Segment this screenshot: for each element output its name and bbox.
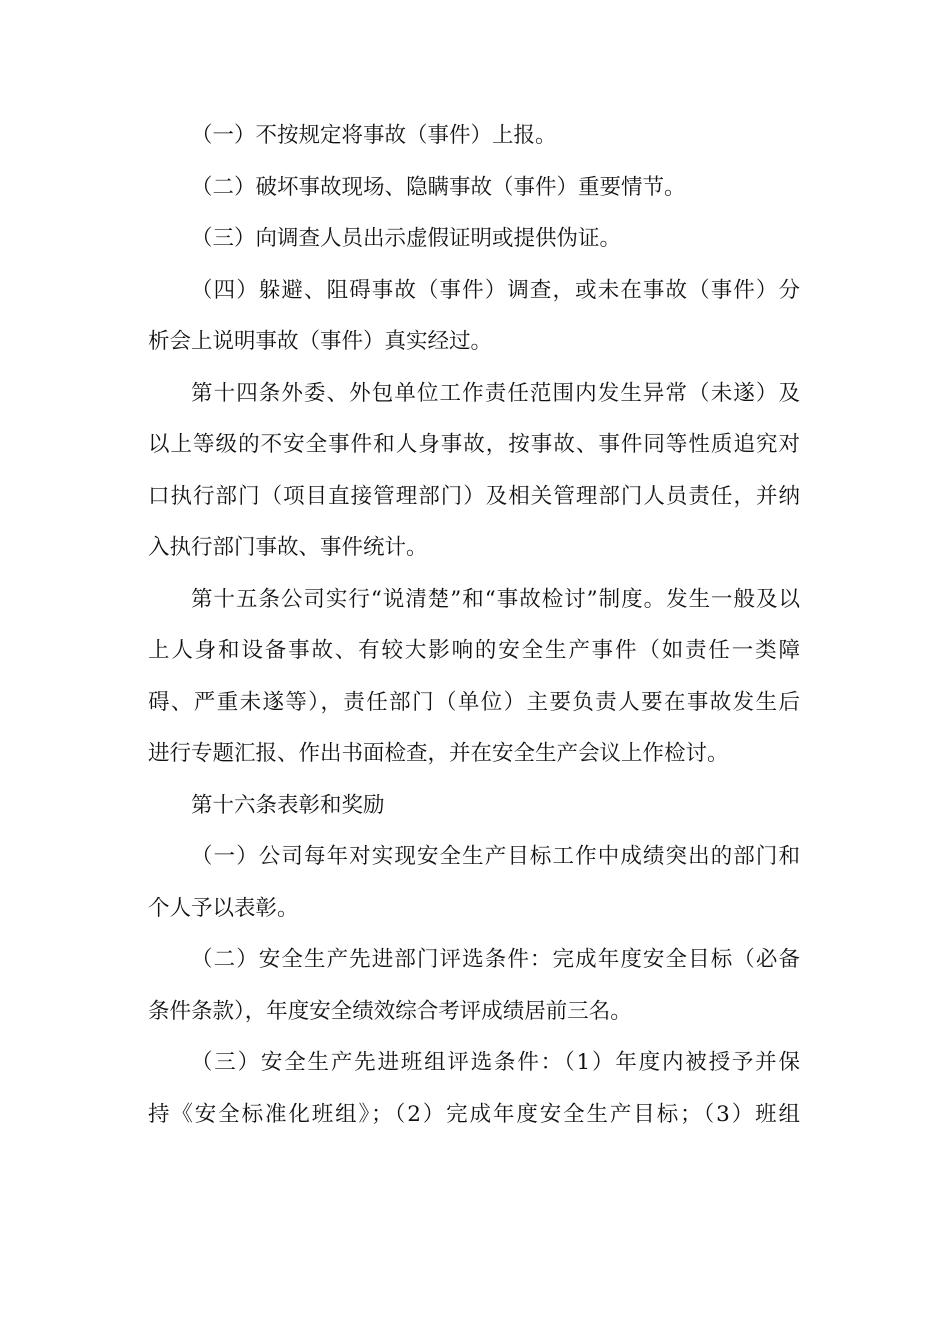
text-line: （三）安全生产先进班组评选条件：（1）年度内被授予并保 — [191, 1050, 800, 1075]
paragraph-article-14 — [148, 368, 800, 574]
text-line: （三）向调查人员出示虚假证明或提供伪证。 — [191, 226, 622, 251]
text-line: 以上等级的不安全事件和人身事故，按事故、事件同等性质追究对 — [148, 432, 800, 457]
text-line: 上人身和设备事故、有较大影响的安全生产事件（如责任一类障 — [148, 638, 800, 663]
text-line: （四）躲避、阻碍事故（事件）调查，或未在事故（事件）分 — [191, 277, 800, 303]
paragraph-article-16-item-3 — [148, 1037, 800, 1140]
text-line: 碍、严重未遂等），责任部门（单位）主要负责人要在事故发生后 — [148, 689, 800, 715]
text-line: 第十四条外委、外包单位工作责任范围内发生异常（未遂）及 — [191, 380, 800, 406]
paragraph-item-2 — [148, 162, 800, 214]
document-body — [148, 110, 800, 1140]
text-line: 条件条款），年度安全绩效综合考评成绩居前三名。 — [148, 998, 632, 1024]
paragraph-item-1 — [148, 110, 800, 162]
text-line: 个人予以表彰。 — [148, 895, 299, 921]
text-line: （一）不按规定将事故（事件）上报。 — [191, 123, 557, 148]
text-line: 进行专题汇报、作出书面检查，并在安全生产会议上作检讨。 — [148, 741, 729, 766]
paragraph-item-3 — [148, 213, 800, 265]
paragraph-article-16-heading — [148, 780, 800, 832]
text-line: （二）破坏事故现场、隐瞒事故（事件）重要情节。 — [191, 174, 686, 200]
paragraph-article-16-item-1 — [148, 831, 800, 934]
paragraph-item-4 — [148, 265, 800, 368]
text-line: （二）安全生产先进部门评选条件：完成年度安全目标（必备 — [191, 947, 800, 972]
text-line: 析会上说明事故（事件）真实经过。 — [148, 329, 493, 354]
text-line: 持《安全标准化班组》；（2）完成年度安全生产目标；（3）班组 — [148, 1101, 800, 1127]
text-line: 入执行部门事故、事件统计。 — [148, 535, 428, 560]
paragraph-article-16-item-2 — [148, 934, 800, 1037]
text-line: 第十五条公司实行“说清楚”和“事故检讨”制度。发生一般及以 — [191, 586, 800, 612]
paragraph-article-15 — [148, 574, 800, 780]
text-line: 第十六条表彰和奖励 — [191, 792, 385, 818]
text-line: 口执行部门（项目直接管理部门）及相关管理部门人员责任，并纳 — [148, 483, 800, 509]
text-line: （一）公司每年对实现安全生产目标工作中成绩突出的部门和 — [191, 844, 800, 869]
